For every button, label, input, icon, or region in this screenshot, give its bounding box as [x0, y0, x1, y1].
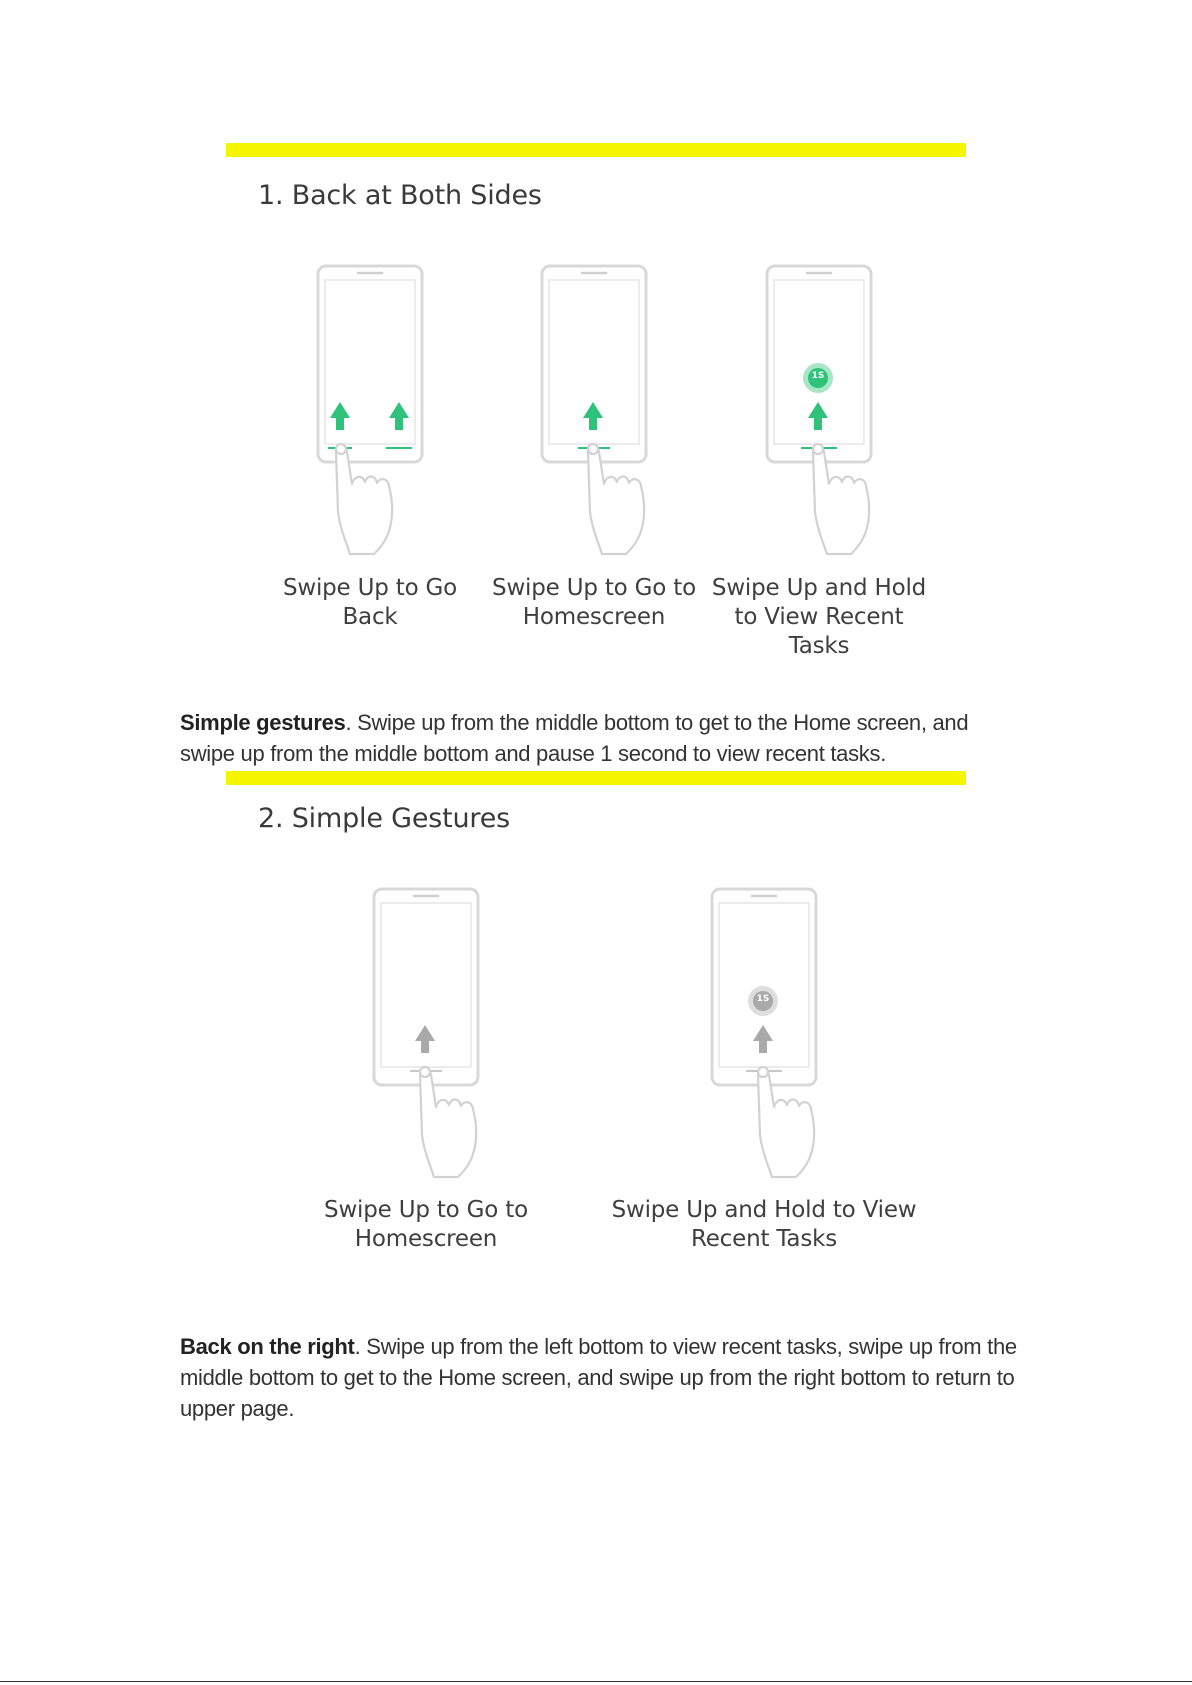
- highlight-bar: [226, 143, 966, 157]
- timer-badge-label: 1S: [811, 371, 825, 381]
- phone-illustration-back: [310, 262, 430, 552]
- footer-divider: [0, 1681, 1192, 1682]
- phone-illustration-recent-gray: [704, 885, 824, 1175]
- paragraph-body: . Swipe up from the middle bottom to get to the Home screen, and swipe up from the middle bottom and pause 1 second to view recent tasks.: [180, 710, 969, 766]
- caption-swipe-home: Swipe Up to Go to Homescreen: [492, 575, 696, 630]
- paragraph-simple-gestures: [180, 707, 1020, 769]
- section-title-back-both-sides: 1. Back at Both Sides: [258, 180, 542, 211]
- timer-badge-label: 1S: [756, 994, 770, 1004]
- caption-swipe-back: Swipe Up to Go Back: [282, 575, 458, 630]
- section-title-simple-gestures: 2. Simple Gestures: [258, 803, 511, 834]
- phone-illustration-recent: [759, 262, 879, 552]
- highlight-bar: [226, 771, 966, 785]
- paragraph-back-on-right: [180, 1331, 1020, 1424]
- paragraph-body: . Swipe up from the left bottom to view recent tasks, swipe up from the middle bottom to get to the Home screen, and swipe up from the right bottom to return to upper page.: [180, 1334, 1017, 1421]
- caption-swipe-recent: Swipe Up and Hold to View Recent Tasks: [711, 575, 927, 659]
- caption-simple-recent: Swipe Up and Hold to View Recent Tasks: [611, 1197, 917, 1252]
- phone-illustration-home-gray: [366, 885, 486, 1175]
- caption-simple-home: Swipe Up to Go to Homescreen: [324, 1197, 528, 1252]
- paragraph-bold-lead: Simple gestures: [180, 710, 346, 735]
- phone-illustration-home: [534, 262, 654, 552]
- paragraph-bold-lead: Back on the right: [180, 1334, 355, 1359]
